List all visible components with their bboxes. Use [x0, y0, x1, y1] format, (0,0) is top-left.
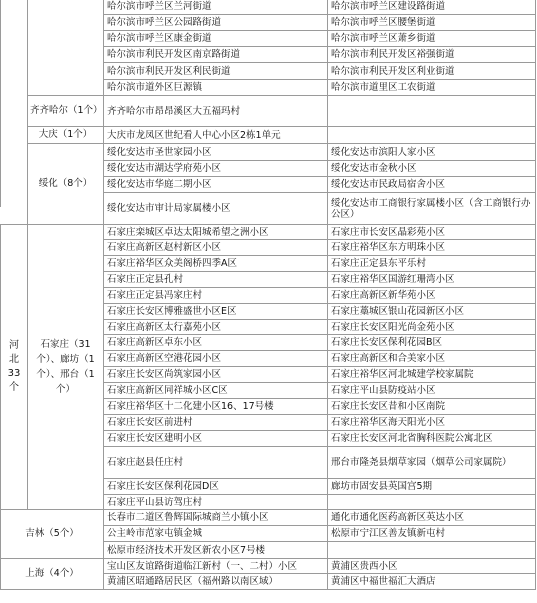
list-item: 绥化安达市圣世家园小区: [103, 143, 328, 161]
list-item: 邢台市隆尧县烟草家园（烟草公司家属院）: [327, 446, 536, 479]
list-item: 长春市二道区鲁辉国际城商兰小镇小区: [103, 509, 328, 526]
list-item: 石家庄长安区昔和小区南院: [327, 398, 536, 415]
list-item: 石家庄裕华区国游红珊湾小区: [327, 271, 536, 288]
list-item: 宝山区友谊路街道临江新村（一、二村）小区: [103, 558, 328, 574]
list-item: 石家庄长安区建明小区: [103, 430, 328, 447]
list-item: 石家庄平山县防疫站小区: [327, 382, 536, 399]
list-item: 石家庄长安区保利花园B区: [327, 334, 536, 351]
list-item: 公主岭市范家屯镇金城: [103, 525, 328, 542]
list-item: 石家庄裕华区河北城建学校家属院: [327, 366, 536, 383]
list-item: 石家庄长安区尚筑家园小区: [103, 366, 328, 383]
city-label-hebei: 石家庄（31个）、廊坊（1个）、邢台（1个）: [27, 224, 104, 510]
list-item: 廊坊市固安县英国宫5期: [327, 478, 536, 495]
list-item: 绥化安达市民政局宿舍小区: [327, 176, 536, 193]
list-item: 石家庄长安区河北省胸科医院公寓北区: [327, 430, 536, 447]
list-item: [327, 494, 536, 510]
list-item: 哈尔滨市道外区巨源镇: [103, 79, 328, 96]
list-item: 石家庄高新区卓东小区: [103, 334, 328, 351]
list-item: 石家庄正定县冯家庄村: [103, 287, 328, 304]
city-label-suihua: 绥化（8个）: [27, 143, 104, 225]
list-item: 石家庄正定县孔村: [103, 271, 328, 288]
list-item: 绥化安达市湖达学府苑小区: [103, 160, 328, 177]
list-item: 石家庄高新区空港花园小区: [103, 350, 328, 367]
province-label-hebei: 河北33个: [0, 224, 28, 510]
list-item: 松原市经济技术开发区新农小区7号楼: [103, 541, 328, 559]
list-item: 石家庄高新区新华苑小区: [327, 287, 536, 304]
province-cell-continued: [0, 0, 28, 96]
list-item: 石家庄高新区同祥城小区C区: [103, 382, 328, 399]
city-cell-continued: [27, 0, 104, 96]
list-item: [327, 126, 536, 144]
list-item: 绥化安达市审计局家属楼小区: [103, 192, 328, 225]
list-item: 哈尔滨市呼兰区康金街道: [103, 30, 328, 47]
list-item: [327, 541, 536, 559]
list-item: 绥化安达市工商银行家属楼小区（含工商银行办公区）: [327, 192, 536, 225]
list-item: 石家庄高新区赵村新区小区: [103, 239, 328, 256]
list-item: 哈尔滨市道里区工农街道: [327, 79, 536, 96]
list-item: 齐齐哈尔市昂昂溪区大五福玛村: [103, 95, 328, 127]
list-item: 黄浦区贵西小区: [327, 558, 536, 574]
list-item: 松原市宁江区善友镇新屯村: [327, 525, 536, 542]
list-item: 石家庄裕华区十二化建小区16、17号楼: [103, 398, 328, 415]
list-item: 石家庄高新区太行嘉苑小区: [103, 319, 328, 335]
list-item: 石家庄藁城区银山花园新区小区: [327, 303, 536, 320]
list-item: 哈尔滨市利民开发区裕强街道: [327, 46, 536, 63]
list-item: 黄浦区昭通路居民区（福州路以南区域）: [103, 573, 328, 590]
list-item: 石家庄高新区和合美家小区: [327, 350, 536, 367]
list-item: 石家庄赵县任庄村: [103, 446, 328, 479]
list-item: 绥化安达市华庭二期小区: [103, 176, 328, 193]
list-item: 石家庄裕华区海天阳光小区: [327, 414, 536, 431]
list-item: 绥化安达市滨阳人家小区: [327, 143, 536, 161]
city-label-qiqihaer: 齐齐哈尔（1个）: [27, 95, 104, 127]
list-item: 石家庄长安区阳光尚金苑小区: [327, 319, 536, 335]
list-item: 石家庄裕华区众美阁桥四季A区: [103, 255, 328, 272]
province-label-jilin: 吉林（5个）: [0, 509, 104, 559]
list-item: 石家庄长安区博雅盛世小区E区: [103, 303, 328, 320]
list-item: 哈尔滨市利民开发区南京路街道: [103, 46, 328, 63]
list-item: 哈尔滨市呼兰区兰河街道: [103, 0, 328, 15]
list-item: 哈尔滨市呼兰区萧乡街道: [327, 30, 536, 47]
list-item: 石家庄栾城区卓达太阳城希望之洲小区: [103, 224, 328, 240]
list-item: 哈尔滨市利民开发区利民街道: [103, 62, 328, 80]
list-item: 哈尔滨市呼兰区腰堡街道: [327, 14, 536, 31]
list-item: 大庆市龙凤区世纪看人中心小区2栋1单元: [103, 126, 328, 144]
list-item: 石家庄裕华区东方明珠小区: [327, 239, 536, 256]
city-label-daqing: 大庆（1个）: [27, 126, 104, 144]
list-item: 石家庄市长安区晶彩苑小区: [327, 224, 536, 240]
province-cell-continued: [0, 95, 28, 207]
list-item: 石家庄长安区前进村: [103, 414, 328, 431]
list-item: [327, 95, 536, 127]
province-label-shanghai: 上海（4个）: [0, 558, 104, 590]
list-item: 哈尔滨市呼兰区建设路街道: [327, 0, 536, 15]
list-item: 石家庄正定县东平乐村: [327, 255, 536, 272]
list-item: 绥化安达市金秋小区: [327, 160, 536, 177]
list-item: 哈尔滨市利民开发区利业街道: [327, 62, 536, 80]
list-item: 石家庄平山县访驾庄村: [103, 494, 328, 510]
list-item: 通化市通化医药高新区英达小区: [327, 509, 536, 526]
list-item: 黄浦区中福世福汇大酒店: [327, 573, 536, 590]
list-item: 哈尔滨市呼兰区公园路街道: [103, 14, 328, 31]
list-item: 石家庄长安区保利花园D区: [103, 478, 328, 495]
